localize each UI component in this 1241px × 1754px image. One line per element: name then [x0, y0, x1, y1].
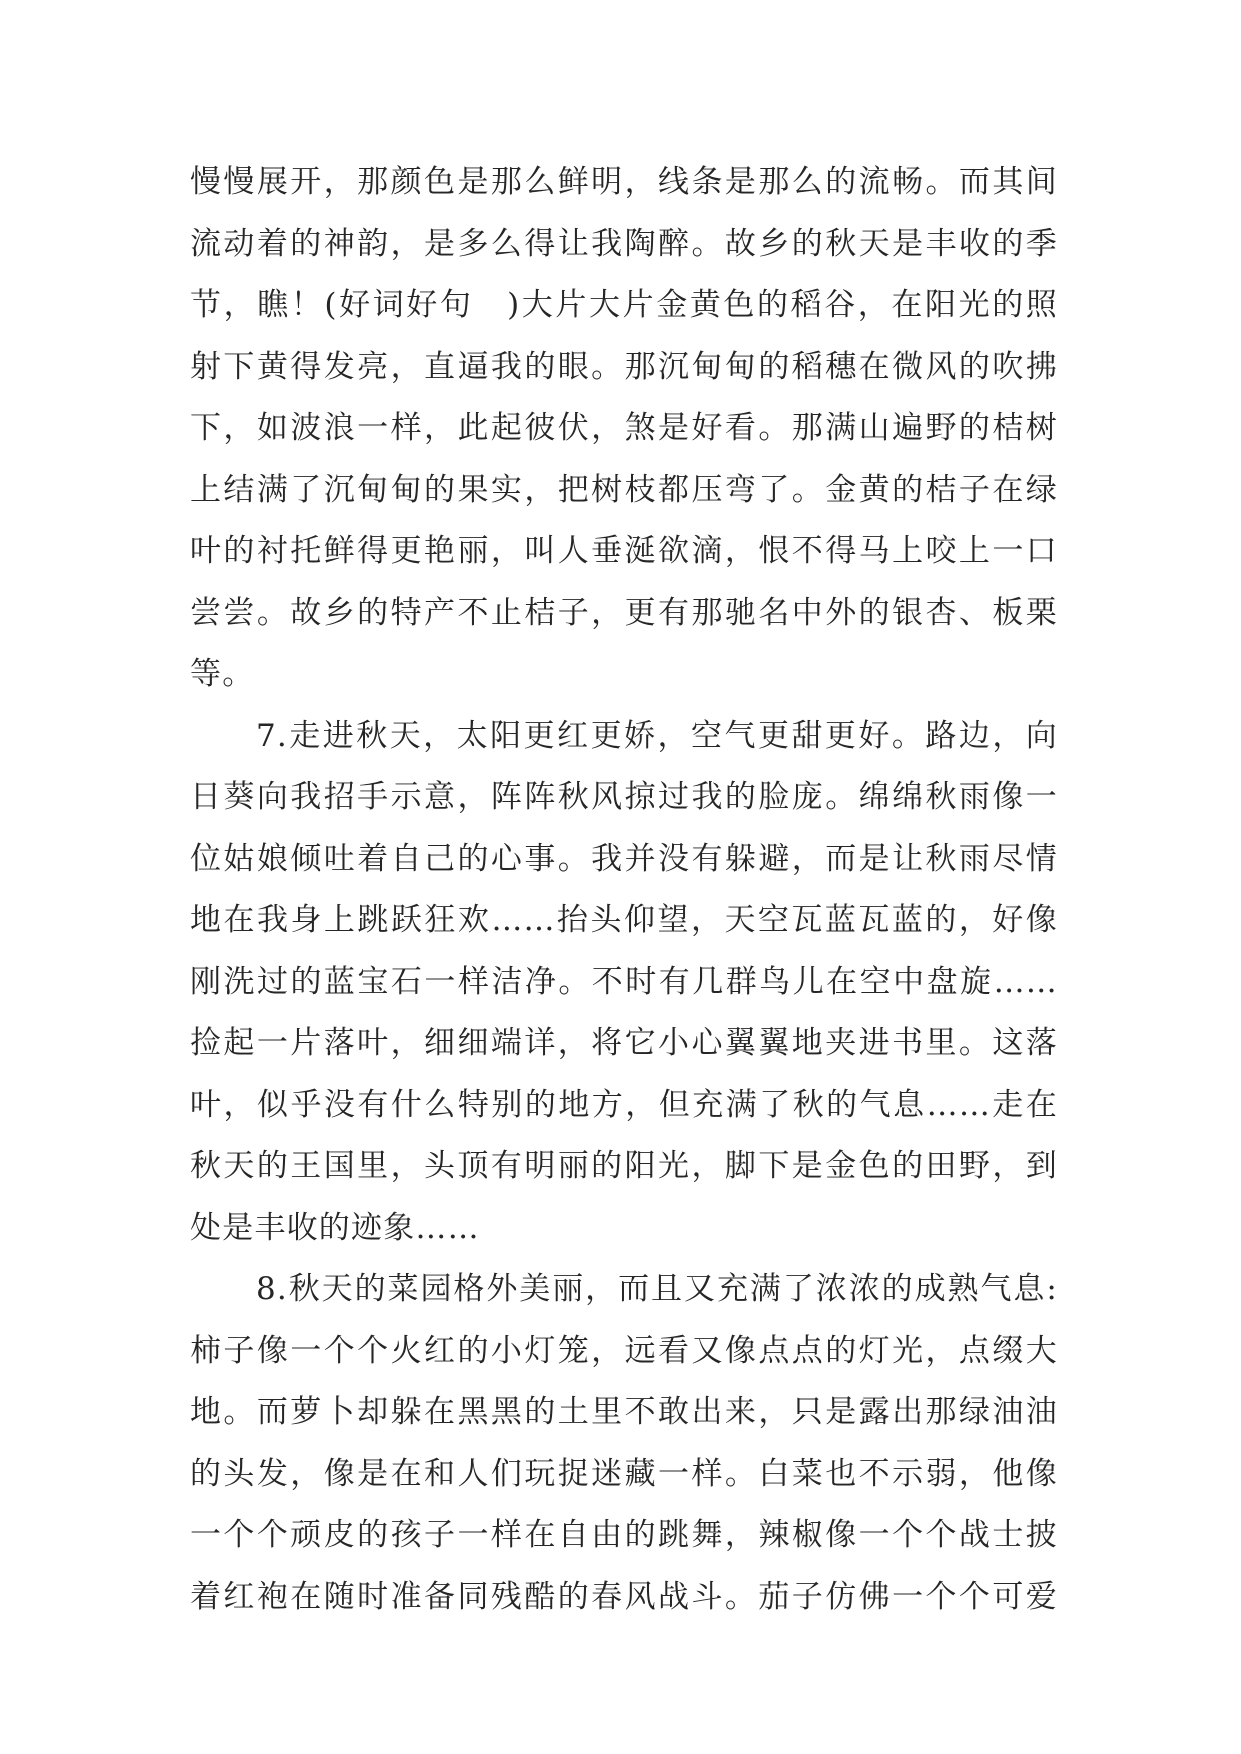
- text-line: 地在我身上跳跃狂欢……抬头仰望，天空瓦蓝瓦蓝的，好像: [190, 902, 1058, 938]
- text-line: 捡起一片落叶，细细端详，将它小心翼翼地夹进书里。这落: [190, 1025, 1058, 1061]
- text-line: 等。: [190, 656, 255, 692]
- body-text: [190, 152, 1058, 1628]
- text-line: 叶，似乎没有什么特别的地方，但充满了秋的气息……走在: [190, 1086, 1058, 1123]
- text-line: 地。而萝卜却躲在黑黑的土里不敢出来，只是露出那绿油油: [190, 1394, 1058, 1430]
- text-line: 下，如波浪一样，此起彼伏，煞是好看。那满山遍野的桔树: [190, 410, 1058, 446]
- text-line: 日葵向我招手示意，阵阵秋风掠过我的脸庞。绵绵秋雨像一: [190, 779, 1058, 815]
- text-line: 位姑娘倾吐着自己的心事。我并没有躲避，而是让秋雨尽情: [190, 840, 1058, 877]
- text-line: 着红袍在随时准备同残酷的春风战斗。茄子仿佛一个个可爱: [190, 1578, 1058, 1615]
- text-line: 尝尝。故乡的特产不止桔子，更有那驰名中外的银杏、板栗: [190, 594, 1058, 631]
- text-line: 上结满了沉甸甸的果实，把树枝都压弯了。金黄的桔子在绿: [190, 471, 1058, 508]
- text-line: 射下黄得发亮，直逼我的眼。那沉甸甸的稻穗在微风的吹拂: [190, 348, 1058, 385]
- paragraph-7-start: 7.走进秋天，太阳更红更娇，空气更甜更好。路边，向: [256, 717, 1058, 754]
- paragraph-8-start: 8.秋天的菜园格外美丽，而且又充满了浓浓的成熟气息:: [256, 1271, 1058, 1307]
- text-line: 刚洗过的蓝宝石一样洁净。不时有几群鸟儿在空中盘旋……: [190, 963, 1058, 1000]
- text-line: 一个个顽皮的孩子一样在自由的跳舞，辣椒像一个个战士披: [190, 1517, 1058, 1553]
- text-line: 处是丰收的迹象……: [190, 1209, 480, 1246]
- text-line: 慢慢展开，那颜色是那么鲜明，线条是那么的流畅。而其间: [190, 164, 1058, 200]
- text-line: 叶的衬托鲜得更艳丽，叫人垂涎欲滴，恨不得马上咬上一口: [190, 533, 1058, 569]
- text-line: 秋天的王国里，头顶有明丽的阳光，脚下是金色的田野，到: [190, 1148, 1058, 1184]
- text-line: 柿子像一个个火红的小灯笼，远看又像点点的灯光，点缀大: [190, 1332, 1058, 1369]
- text-line: 节，瞧！(好词好句 )大片大片金黄色的稻谷，在阳光的照: [190, 287, 1058, 323]
- text-line: 的头发，像是在和人们玩捉迷藏一样。白菜也不示弱，他像: [190, 1455, 1058, 1492]
- text-line: 流动着的神韵，是多么得让我陶醉。故乡的秋天是丰收的季: [190, 225, 1058, 262]
